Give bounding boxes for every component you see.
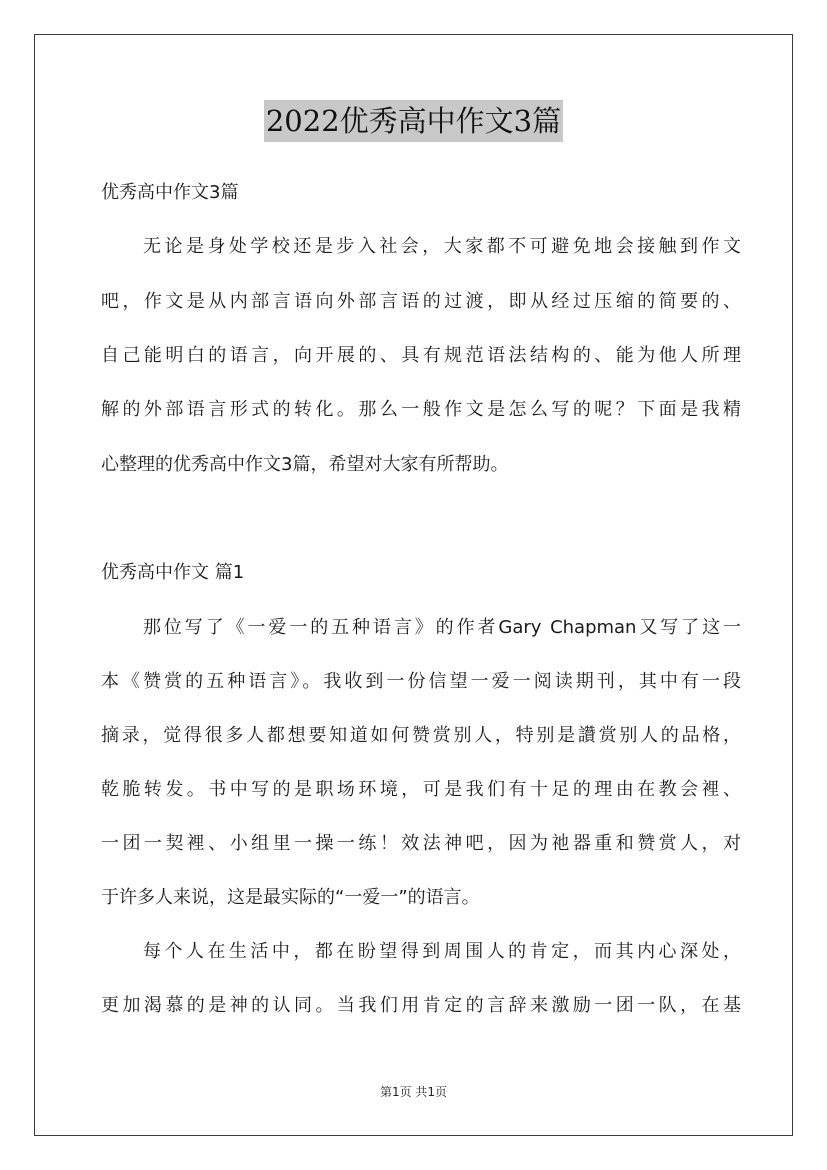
- paragraph-line: 每个人在生活中，都在盼望得到周围人的肯定，而其内心深处，: [143, 941, 741, 962]
- paragraph-line: 乾脆转发。书中写的是职场环境，可是我们有十足的理由在教会裡、: [101, 779, 741, 800]
- paragraph-line: 那位写了《一爱一的五种语言》的作者Gary Chapman又写了这一: [143, 617, 741, 638]
- document-title: [0, 100, 827, 148]
- paragraph-line: 更加渴慕的是神的认同。当我们用肯定的言辞来激励一团一队，在基: [101, 995, 741, 1016]
- paragraph-line: 本《赞赏的五种语言》。我收到一份信望一爱一阅读期刊，其中有一段: [101, 671, 741, 692]
- section-heading: 优秀高中作文 篇1: [101, 562, 245, 583]
- intro-heading: 优秀高中作文3篇: [101, 182, 239, 203]
- paragraph-line: 心整理的优秀高中作文3篇，希望对大家有所帮助。: [101, 454, 509, 475]
- document-title-text: 2022优秀高中作文3篇: [264, 100, 563, 142]
- paragraph-line: 摘录，觉得很多人都想要知道如何赞赏别人，特别是讚赏别人的品格，: [101, 725, 741, 746]
- page-footer: 第1页 共1页: [379, 1085, 448, 1099]
- paragraph-line: 一团一契裡、小组里一操一练！效法神吧，因为祂器重和赞赏人，对: [101, 833, 741, 854]
- paragraph-line: 解的外部语言形式的转化。那么一般作文是怎么写的呢？下面是我精: [101, 399, 741, 420]
- paragraph-line: 于许多人来说，这是最实际的“一爱一”的语言。: [101, 887, 480, 908]
- paragraph-line: 自己能明白的语言，向开展的、具有规范语法结构的、能为他人所理: [101, 345, 741, 366]
- paragraph-line: 无论是身处学校还是步入社会，大家都不可避免地会接触到作文: [143, 236, 741, 257]
- paragraph-line: 吧，作文是从内部言语向外部言语的过渡，即从经过压缩的简要的、: [101, 291, 741, 312]
